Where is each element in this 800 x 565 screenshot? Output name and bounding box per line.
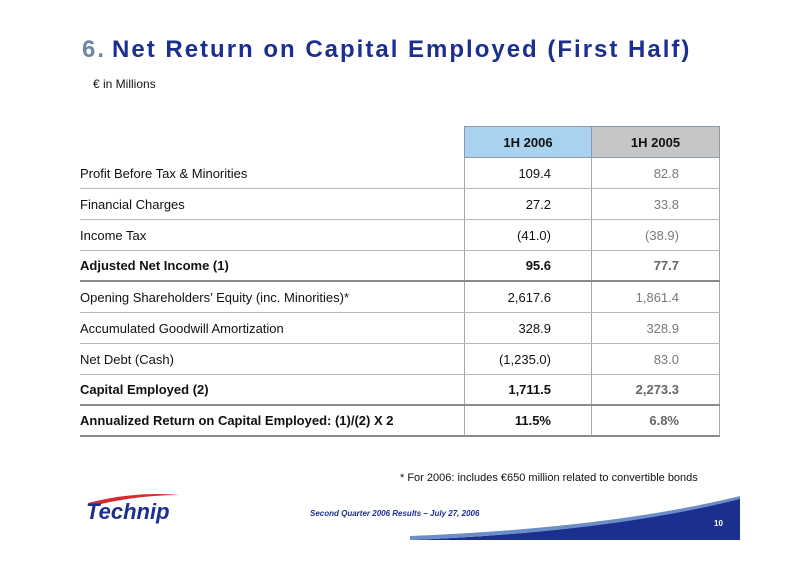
value-1h-2005: 1,861.4 <box>592 282 720 312</box>
table-header <box>80 126 720 158</box>
logo-text: Technip <box>86 499 170 524</box>
page-title <box>82 36 691 64</box>
table-row <box>80 282 720 313</box>
row-label: Net Debt (Cash) <box>80 351 174 367</box>
row-label: Income Tax <box>80 227 147 243</box>
row-label: Financial Charges <box>80 196 185 212</box>
row-label: Capital Employed (2) <box>80 382 209 397</box>
value-1h-2005: 83.0 <box>592 344 720 374</box>
row-label: Opening Shareholders’ Equity (inc. Minorities)* <box>80 289 350 305</box>
value-1h-2006: 11.5% <box>464 406 592 435</box>
table-row <box>80 313 720 344</box>
footer-swoosh <box>410 496 750 540</box>
header-1h-2005: 1H 2005 <box>592 126 720 158</box>
financial-table <box>80 126 720 437</box>
units-subtitle: € in Millions <box>93 77 156 91</box>
row-label: Profit Before Tax & Minorities <box>80 165 248 181</box>
value-1h-2006: 109.4 <box>464 158 592 188</box>
value-1h-2005: 328.9 <box>592 313 720 343</box>
footnote: * For 2006: includes €650 million related to convertible bonds <box>400 472 698 484</box>
value-1h-2006: 2,617.6 <box>464 282 592 312</box>
value-1h-2006: 95.6 <box>464 251 592 280</box>
value-1h-2006: 27.2 <box>464 189 592 219</box>
table-body <box>80 158 720 437</box>
value-1h-2005: 2,273.3 <box>592 375 720 404</box>
table-row <box>80 344 720 375</box>
table-row <box>80 189 720 220</box>
table-row <box>80 251 720 282</box>
value-1h-2005: 6.8% <box>592 406 720 435</box>
header-label-spacer <box>80 126 464 158</box>
technip-logo <box>84 489 184 525</box>
value-1h-2006: 1,711.5 <box>464 375 592 404</box>
value-1h-2005: (38.9) <box>592 220 720 250</box>
table-row <box>80 375 720 406</box>
title-text: Net Return on Capital Employed (First Half) <box>112 36 692 63</box>
row-label: Annualized Return on Capital Employed: (1)/(2) X 2 <box>80 413 394 428</box>
value-1h-2006: 328.9 <box>464 313 592 343</box>
value-1h-2005: 77.7 <box>592 251 720 280</box>
value-1h-2005: 82.8 <box>592 158 720 188</box>
value-1h-2006: (41.0) <box>464 220 592 250</box>
section-number: 6. <box>82 36 107 63</box>
value-1h-2005: 33.8 <box>592 189 720 219</box>
table-row <box>80 220 720 251</box>
table-row <box>80 406 720 437</box>
header-1h-2006: 1H 2006 <box>464 126 592 158</box>
value-1h-2006: (1,235.0) <box>464 344 592 374</box>
row-label: Adjusted Net Income (1) <box>80 258 229 273</box>
row-label: Accumulated Goodwill Amortization <box>80 320 284 336</box>
table-row <box>80 158 720 189</box>
page-number: 10 <box>714 519 723 528</box>
footer-text: Second Quarter 2006 Results – July 27, 2006 <box>310 509 480 518</box>
